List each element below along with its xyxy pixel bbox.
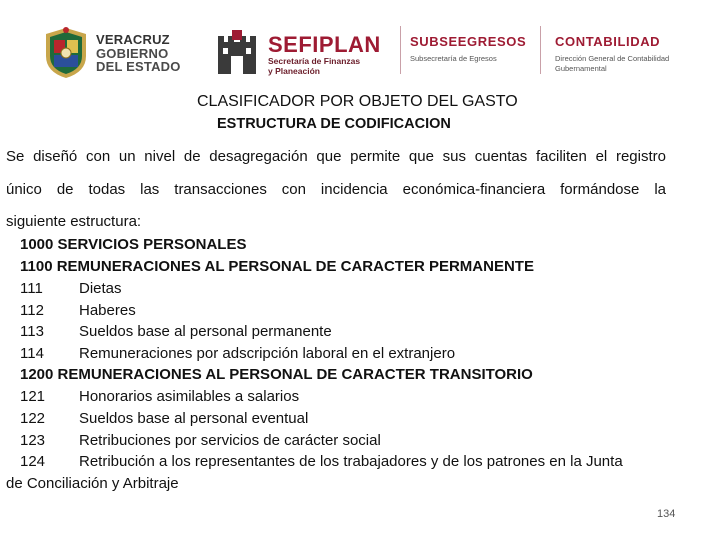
sefiplan-name: SEFIPLAN <box>268 32 381 57</box>
structure-heading: 1200 REMUNERACIONES AL PERSONAL DE CARACTER TRANSITORIO <box>20 366 533 383</box>
structure-row <box>0 432 720 452</box>
structure-row <box>0 345 720 365</box>
contabilidad-desc1: Dirección General de Contabilidad <box>555 54 670 63</box>
structure-heading: 1000 SERVICIOS PERSONALES <box>20 236 247 253</box>
contabilidad-desc2: Gubernamental <box>555 63 607 73</box>
structure-label: Retribuciones por servicios de carácter social <box>79 432 381 449</box>
structure-code: 113 <box>20 323 44 340</box>
subsecretaria-desc: Subsecretaría de Egresos <box>410 54 497 63</box>
veracruz-coat-of-arms-logo <box>42 26 90 80</box>
veracruz-line1: VERACRUZ <box>96 32 170 47</box>
structure-row <box>0 323 720 343</box>
intro-line-1: Se diseñó con un nivel de desagregación que permite que sus cuentas faciliten el registro <box>6 148 666 165</box>
structure-code: 112 <box>20 302 44 319</box>
structure-row <box>0 453 720 473</box>
structure-label: Haberes <box>79 302 136 319</box>
veracruz-line3: DEL ESTADO <box>96 59 181 74</box>
sefiplan-subtitle <box>268 56 360 76</box>
sefiplan-sub1: Secretaría de Finanzas <box>268 56 361 66</box>
structure-code: 114 <box>20 345 44 362</box>
page-number: 134 <box>657 508 676 520</box>
structure-code: 124 <box>20 453 46 470</box>
contabilidad-desc <box>555 54 669 73</box>
structure-heading: 1100 REMUNERACIONES AL PERSONAL DE CARACTER PERMANENTE <box>20 258 534 275</box>
structure-label: Sueldos base al personal eventual <box>79 410 309 427</box>
sefiplan-sub2: y Planeación <box>268 66 320 76</box>
structure-code: 123 <box>20 432 46 449</box>
structure-code: 121 <box>20 388 46 405</box>
structure-label: Remuneraciones por adscripción laboral en el extranjero <box>79 345 456 362</box>
structure-code: 122 <box>20 410 46 427</box>
structure-row <box>0 280 720 300</box>
structure-code: 111 <box>20 280 43 297</box>
header <box>0 0 720 100</box>
structure-row <box>0 388 720 408</box>
header-divider <box>540 26 541 74</box>
veracruz-wordmark <box>96 33 181 74</box>
contabilidad-title: CONTABILIDAD <box>555 34 661 49</box>
structure-label-continuation: de Conciliación y Arbitraje <box>6 475 179 492</box>
sefiplan-castle-logo <box>212 28 262 78</box>
structure-label: Honorarios asimilables a salarios <box>79 388 300 405</box>
structure-label: Sueldos base al personal permanente <box>79 323 332 340</box>
structure-row <box>0 302 720 322</box>
structure-row <box>0 410 720 430</box>
intro-line-3: siguiente estructura: <box>6 213 142 230</box>
header-divider <box>400 26 401 74</box>
structure-label: Dietas <box>79 280 122 297</box>
intro-line-2: único de todas las transacciones con incidencia económica-financiera formándose la <box>6 181 666 198</box>
structure-label: Retribución a los representantes de los trabajadores y de los patrones en la Junta <box>79 453 623 470</box>
veracruz-line2: GOBIERNO <box>96 45 169 61</box>
subsecretaria-title: SUBSEEGRESOS <box>410 34 527 49</box>
document-title: CLASIFICADOR POR OBJETO DEL GASTO <box>197 93 518 110</box>
document-subtitle: ESTRUCTURA DE CODIFICACION <box>217 116 451 132</box>
